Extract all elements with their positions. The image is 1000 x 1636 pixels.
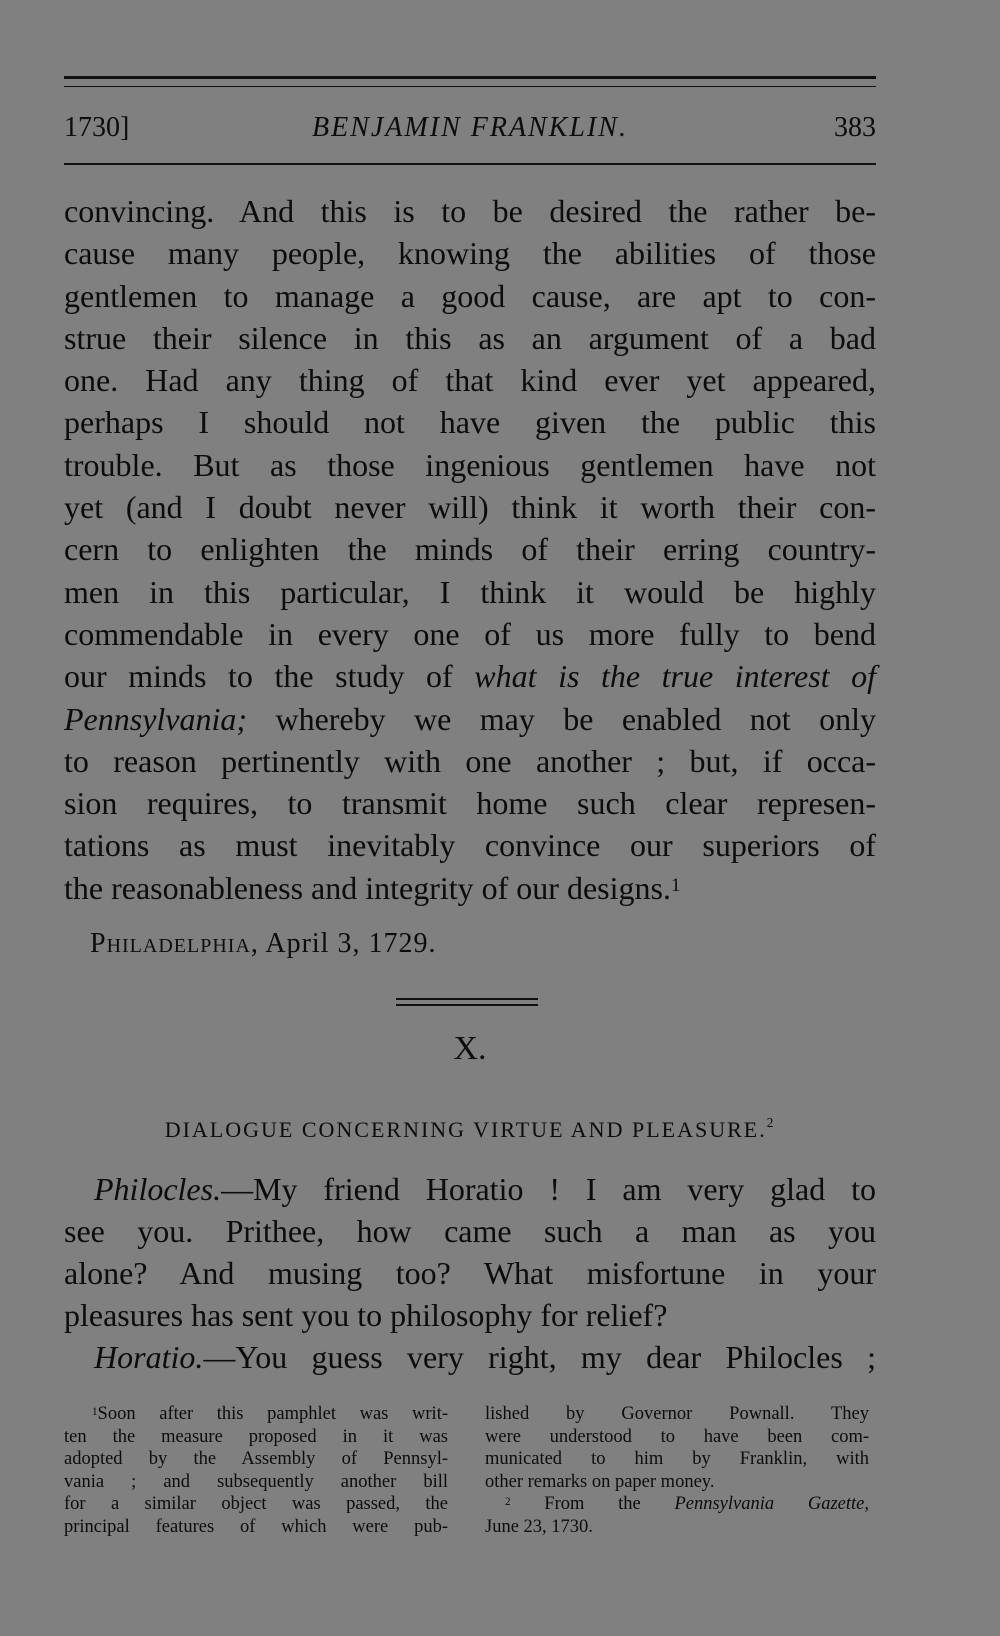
footnote-line: municated to him by Franklin, with xyxy=(485,1449,869,1469)
dateline-date: April 3, 1729. xyxy=(258,928,437,959)
italic-phrase: Pennsylvania; xyxy=(64,700,248,737)
dialogue-text xyxy=(64,1168,876,1378)
section-title xyxy=(64,1117,876,1143)
footnote-span: Soon after this pamphlet was writ- xyxy=(97,1404,448,1424)
body-text-span: our minds to the study of xyxy=(64,658,475,695)
footnote-span: From the xyxy=(510,1494,675,1514)
body-line xyxy=(64,698,876,740)
footnote-line: adopted by the Assembly of Pennsyl- xyxy=(64,1449,448,1469)
dateline xyxy=(90,928,436,960)
body-line: strue their silence in this as an argument of a bad xyxy=(64,319,876,356)
body-line: convincing. And this is to be desired the rather be- xyxy=(64,193,876,229)
footnote-line: other remarks on paper money. xyxy=(485,1471,715,1492)
header-title: BENJAMIN FRANKLIN. xyxy=(312,112,628,143)
footnote-line: for a similar object was passed, the xyxy=(64,1494,448,1514)
body-text-span: whereby we may be enabled not only xyxy=(247,700,876,737)
header-rule xyxy=(64,163,876,165)
page-number: 383 xyxy=(834,112,876,143)
section-separator xyxy=(396,998,538,1010)
body-line xyxy=(64,655,876,697)
dialogue-line xyxy=(64,1168,876,1210)
footnote-line xyxy=(485,1493,869,1516)
dialogue-line xyxy=(64,1336,876,1378)
body-line: men in this particular, I think it would be highly xyxy=(64,573,876,610)
section-number: X. xyxy=(453,1030,487,1067)
speaker-name: Philocles. xyxy=(94,1171,222,1207)
footnote-line: lished by Governor Pownall. They xyxy=(485,1404,869,1424)
speaker-name: Horatio. xyxy=(94,1339,204,1375)
dialogue-line: alone? And musing too? What misfortune in your xyxy=(64,1255,876,1291)
header-year: 1730] xyxy=(64,112,130,143)
body-line: perhaps I should not have given the public this xyxy=(64,404,876,441)
body-line: trouble. But as those ingenious gentlemen have not xyxy=(64,446,876,483)
footnote-marker: 1 xyxy=(92,1406,98,1418)
body-line: sion requires, to transmit home such clear represen- xyxy=(64,785,876,822)
footnote-ref: 1 xyxy=(670,874,681,896)
footnote-line xyxy=(64,1403,448,1426)
italic-phrase: Pennsylvania Gazette, xyxy=(674,1494,869,1514)
body-line: cause many people, knowing the abilities of those xyxy=(64,235,876,272)
body-line: commendable in every one of us more fully to bend xyxy=(64,615,876,652)
dialogue-line: see you. Prithee, how came such a man as you xyxy=(64,1213,876,1249)
footnote-column-right xyxy=(485,1403,869,1538)
body-line xyxy=(64,867,876,909)
footnote-column-left xyxy=(64,1403,448,1538)
dialogue-line: pleasures has sent you to philosophy for relief? xyxy=(64,1297,668,1333)
body-line: cern to enlighten the minds of their erring country- xyxy=(64,531,876,568)
footnote-marker: 2 xyxy=(505,1496,511,1508)
body-text-span: the reasonableness and integrity of our designs. xyxy=(64,869,671,906)
body-line: yet (and I doubt never will) think it worth their con- xyxy=(64,489,876,526)
dialogue-span: —My friend Horatio ! I am very glad to xyxy=(221,1171,876,1207)
footnote-line: were understood to have been com- xyxy=(485,1426,869,1447)
top-rule-thin xyxy=(64,86,876,87)
body-line: tations as must inevitably convince our superiors of xyxy=(64,827,876,864)
body-line: one. Had any thing of that kind ever yet appeared, xyxy=(64,362,876,399)
body-paragraph xyxy=(64,190,876,909)
section-title-text: DIALOGUE CONCERNING VIRTUE AND PLEASURE. xyxy=(164,1117,767,1142)
body-line: to reason pertinently with one another ; but, if occa- xyxy=(64,742,876,779)
running-head xyxy=(64,112,876,152)
dateline-place: Philadelphia, xyxy=(90,928,259,959)
footnote-line: principal features of which were pub- xyxy=(64,1516,448,1537)
footnote-ref: 2 xyxy=(766,1115,776,1130)
footnote-line: June 23, 1730. xyxy=(485,1516,593,1537)
footnote-line: ten the measure proposed in it was xyxy=(64,1426,448,1447)
book-page xyxy=(64,0,876,1636)
footnote-line: vania ; and subsequently another bill xyxy=(64,1471,448,1492)
top-rule xyxy=(64,76,876,79)
italic-phrase: what is the true interest of xyxy=(474,658,877,695)
dialogue-span: —You guess very right, my dear Philocles ; xyxy=(203,1339,876,1375)
body-line: gentlemen to manage a good cause, are apt to con- xyxy=(64,277,876,314)
